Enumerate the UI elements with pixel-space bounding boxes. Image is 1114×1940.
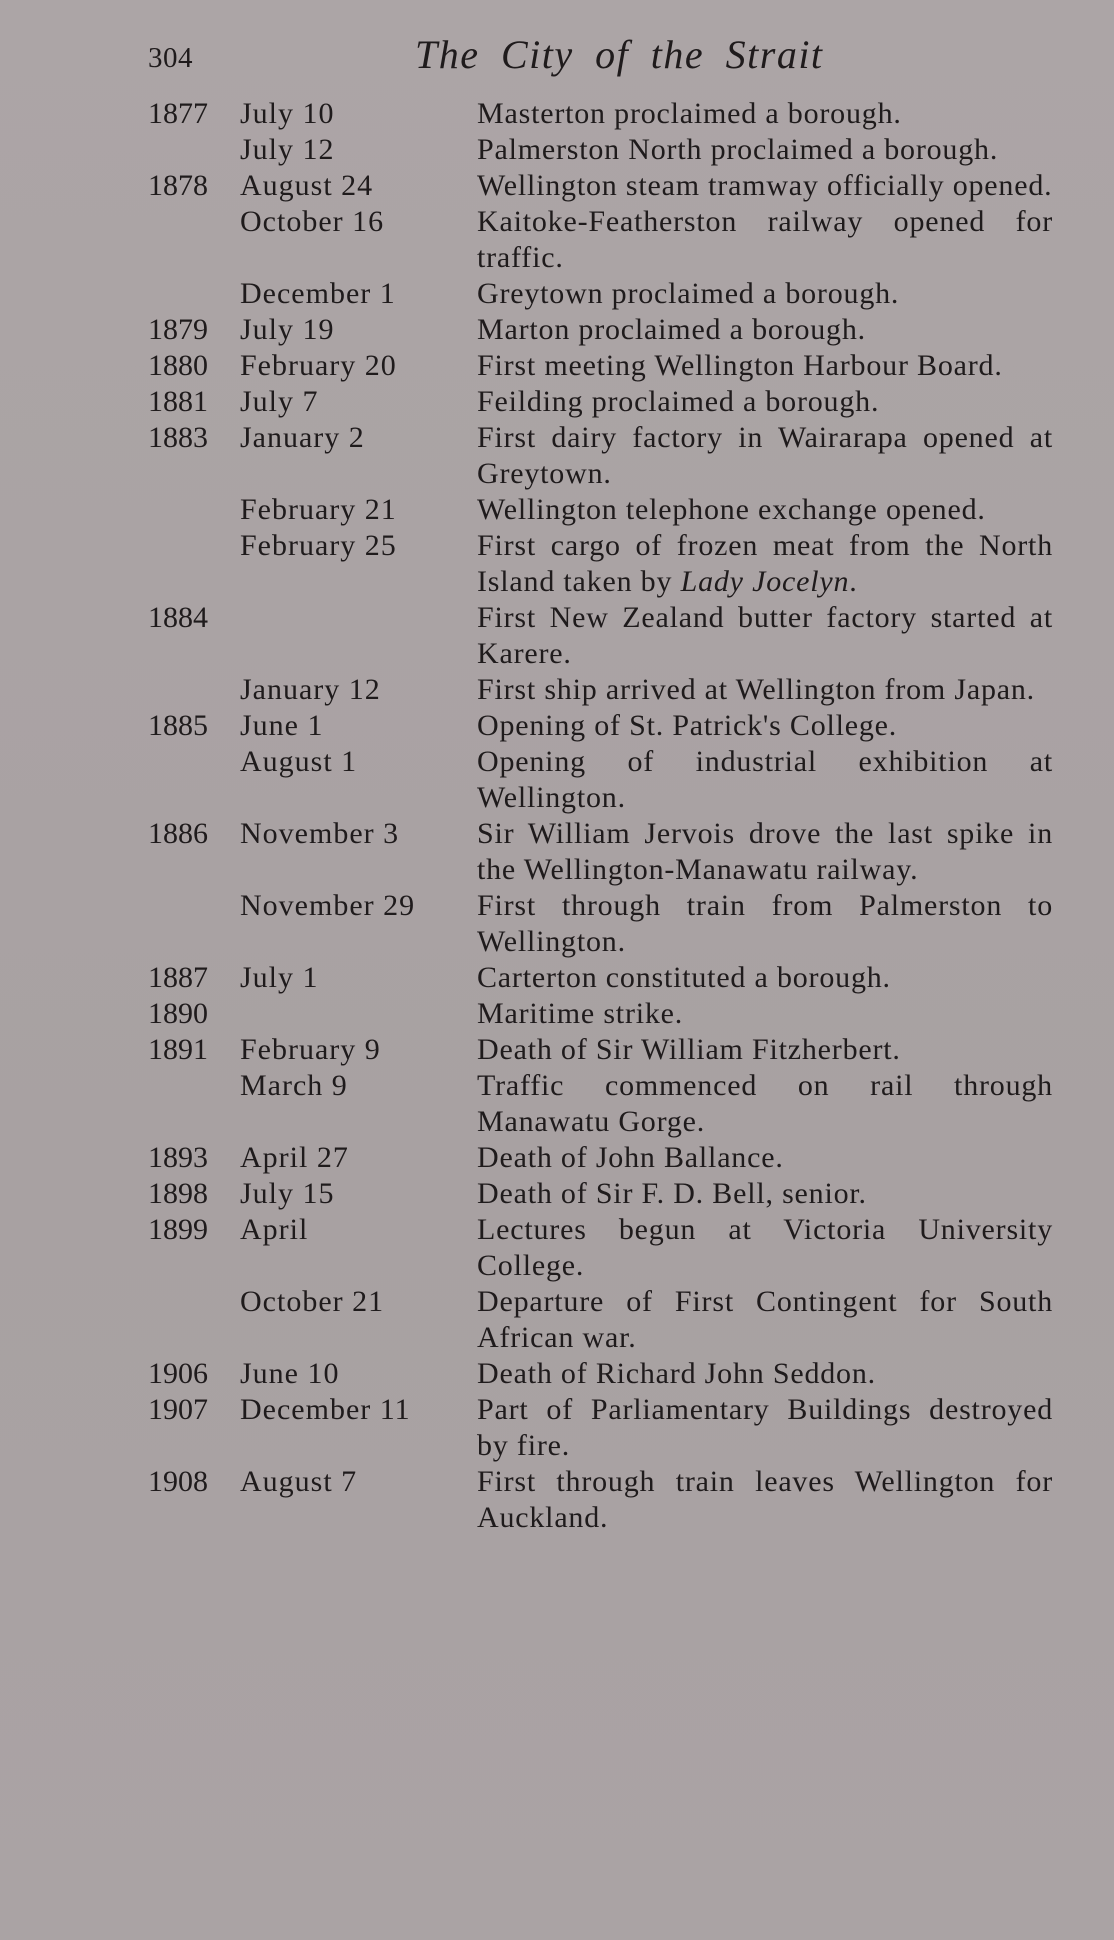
- entry-date: June 1: [240, 709, 324, 742]
- entry-date: August 24: [240, 169, 374, 202]
- entry-date: February 20: [240, 349, 397, 382]
- chronology-entry: [0, 348, 1114, 384]
- entry-year: 1884: [148, 601, 208, 634]
- chronology-entry: [0, 1212, 1114, 1284]
- entry-date: July 1: [240, 961, 319, 994]
- chronology-entry: [0, 996, 1114, 1032]
- entry-event: First ship arrived at Wellington from Japan.: [477, 673, 1035, 706]
- entry-event: Kaitoke-Featherston railway opened for traffic.: [477, 205, 1053, 274]
- entry-event: Traffic commenced on rail through Manawatu Gorge.: [477, 1069, 1053, 1138]
- chronology-entry: [0, 528, 1114, 600]
- entry-year: 1887: [148, 961, 208, 994]
- chronology-entry: [0, 312, 1114, 348]
- entry-year: 1891: [148, 1033, 208, 1066]
- entry-event: Death of Sir F. D. Bell, senior.: [477, 1177, 867, 1210]
- entry-date: February 25: [240, 529, 397, 562]
- chronology-entry: [0, 1140, 1114, 1176]
- entry-year: 1880: [148, 349, 208, 382]
- entry-year: 1881: [148, 385, 208, 418]
- entry-date: February 9: [240, 1033, 381, 1066]
- entry-event: First New Zealand butter factory started at Karere.: [477, 601, 1053, 670]
- ship-name: Lady Jocelyn: [680, 565, 850, 598]
- chronology-entry: [0, 1176, 1114, 1212]
- entry-event: Masterton proclaimed a borough.: [477, 97, 902, 130]
- chronology-entry: [0, 744, 1114, 816]
- entry-event: Wellington telephone exchange opened.: [477, 493, 986, 526]
- entry-event: Death of Sir William Fitzherbert.: [477, 1033, 901, 1066]
- entry-date: January 12: [240, 673, 381, 706]
- entry-date: July 12: [240, 133, 335, 166]
- entry-year: 1890: [148, 997, 208, 1030]
- entry-event: Departure of First Contingent for South African war.: [477, 1285, 1053, 1354]
- entry-event: Lectures begun at Victoria University College.: [477, 1213, 1053, 1282]
- chronology-entry: [0, 420, 1114, 492]
- entry-year: 1883: [148, 421, 208, 454]
- chronology-list: [0, 96, 1114, 1536]
- entry-event: Sir William Jervois drove the last spike in the Wellington-Manawatu railway.: [477, 817, 1053, 886]
- entry-event: Carterton constituted a borough.: [477, 961, 891, 994]
- entry-event: Death of John Ballance.: [477, 1141, 784, 1174]
- entry-event: [477, 528, 1053, 600]
- entry-event: Marton proclaimed a borough.: [477, 313, 866, 346]
- chronology-entry: [0, 1032, 1114, 1068]
- chronology-entry: [0, 1356, 1114, 1392]
- entry-date: December 11: [240, 1393, 411, 1426]
- entry-event-text: First cargo of frozen meat from the North Island taken by: [477, 529, 1053, 598]
- entry-date: November 29: [240, 889, 416, 922]
- entry-date: January 2: [240, 421, 365, 454]
- entry-year: 1893: [148, 1141, 208, 1174]
- entry-date: August 1: [240, 745, 358, 778]
- entry-date: June 10: [240, 1357, 340, 1390]
- entry-event: Death of Richard John Seddon.: [477, 1357, 876, 1390]
- chronology-entry: [0, 708, 1114, 744]
- entry-year: 1879: [148, 313, 208, 346]
- entry-event: First through train from Palmerston to Wellington.: [477, 889, 1053, 958]
- entry-event: Opening of industrial exhibition at Wellington.: [477, 745, 1053, 814]
- entry-event: Wellington steam tramway officially opened.: [477, 169, 1053, 202]
- chronology-entry: [0, 600, 1114, 672]
- entry-event: First through train leaves Wellington for Auckland.: [477, 1465, 1053, 1534]
- entry-event: Maritime strike.: [477, 997, 684, 1030]
- entry-year: 1877: [148, 97, 208, 130]
- entry-date: December 1: [240, 277, 396, 310]
- page-number: 304: [148, 42, 193, 74]
- entry-date: October 16: [240, 205, 385, 238]
- entry-date: July 10: [240, 97, 335, 130]
- entry-event: First meeting Wellington Harbour Board.: [477, 349, 1003, 382]
- entry-year: 1878: [148, 169, 208, 202]
- entry-date: April 27: [240, 1141, 349, 1174]
- chronology-entry: [0, 816, 1114, 888]
- entry-date: February 21: [240, 493, 397, 526]
- entry-event: First dairy factory in Wairarapa opened at Greytown.: [477, 421, 1053, 490]
- entry-date: March 9: [240, 1069, 348, 1102]
- entry-date: July 7: [240, 385, 319, 418]
- chronology-entry: [0, 132, 1114, 168]
- chronology-entry: [0, 492, 1114, 528]
- entry-year: 1885: [148, 709, 208, 742]
- chronology-entry: [0, 276, 1114, 312]
- entry-year: 1898: [148, 1177, 208, 1210]
- entry-date: November 3: [240, 817, 400, 850]
- chronology-entry: [0, 888, 1114, 960]
- entry-date: July 19: [240, 313, 335, 346]
- entry-date: July 15: [240, 1177, 335, 1210]
- entry-event: Greytown proclaimed a borough.: [477, 277, 900, 310]
- entry-year: 1908: [148, 1465, 208, 1498]
- running-title: The City of the Strait: [415, 32, 824, 77]
- entry-date: October 21: [240, 1285, 385, 1318]
- chronology-entry: [0, 204, 1114, 276]
- entry-year: 1906: [148, 1357, 208, 1390]
- chronology-entry: [0, 1392, 1114, 1464]
- chronology-entry: [0, 1068, 1114, 1140]
- entry-year: 1907: [148, 1393, 208, 1426]
- entry-event: Part of Parliamentary Buildings destroyed by fire.: [477, 1393, 1053, 1462]
- chronology-entry: [0, 960, 1114, 996]
- entry-date: April: [240, 1213, 309, 1246]
- chronology-entry: [0, 672, 1114, 708]
- entry-event: Palmerston North proclaimed a borough.: [477, 133, 999, 166]
- entry-date: August 7: [240, 1465, 358, 1498]
- chronology-entry: [0, 1284, 1114, 1356]
- entry-year: 1899: [148, 1213, 208, 1246]
- chronology-entry: [0, 384, 1114, 420]
- entry-event: Opening of St. Patrick's College.: [477, 709, 898, 742]
- chronology-entry: [0, 168, 1114, 204]
- entry-event-text: .: [849, 565, 858, 598]
- chronology-entry: [0, 96, 1114, 132]
- chronology-entry: [0, 1464, 1114, 1536]
- entry-year: 1886: [148, 817, 208, 850]
- entry-event: Feilding proclaimed a borough.: [477, 385, 880, 418]
